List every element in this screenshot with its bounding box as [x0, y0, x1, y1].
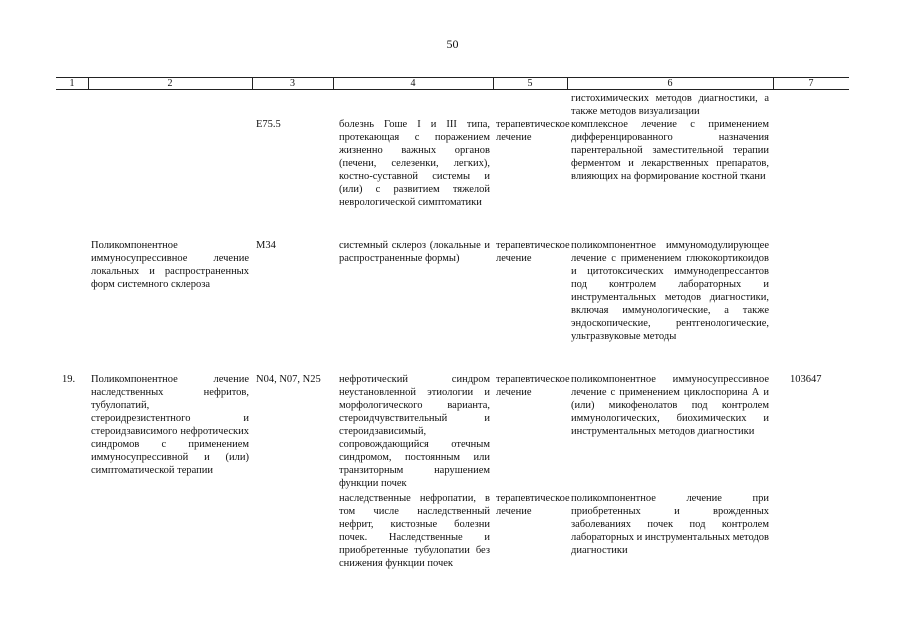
header-col-7: 7 — [808, 78, 814, 89]
row-1-code: E75.5 — [256, 119, 281, 130]
row-1-treatment-method: комплексное лечение с применением дифференцированного назначения парентеральной заместительной терапии ферментом и лекарственных препаратов, влияющих на формирование костной ткани — [571, 119, 769, 182]
header-col-6: 6 — [667, 78, 673, 89]
row-3-model-patient: нефротический синдром неустановленной этиологии и морфологического варианта, стероидчувствительный и стероидзависимый, сопровождающийся отечным синдромом, постоянным или транзиторным нарушением функции почек — [339, 374, 490, 489]
row-2-treatment-method: поликомпонентное иммуномодулирующее лечение с применением глюкокортикоидов и цитотоксических иммунодепрессантов под контролем лабораторных и инструментальных методов диагностики, включая иммунологические, а также эндоскопические, рентгенологические, ультразвуковые методы — [571, 240, 769, 342]
header-col-3: 3 — [290, 78, 295, 89]
row-4-treatment-method: поликомпонентное лечение при приобретенных и врожденных заболеваниях почек под контролем лабораторных и инструментальных методов диагностики — [571, 493, 769, 556]
row-4-treatment-type: терапевтическое лечение — [496, 493, 570, 517]
row-3-number: 19. — [62, 374, 76, 385]
row-1-model-patient: болезнь Гоше I и III типа, протекающая с поражением жизненно важных органов (печени, селезенки, легких), костно-суставной системы и (или) с развитием тяжелой неврологической симптоматики — [339, 119, 490, 208]
row-3-vmp-name: Поликомпонентное лечение наследственных нефритов, тубулопатий, стероидрезистентного и стероидзависимого нефротических синдромов с применением иммуносупрессивной и (или) симптоматической терапии — [91, 374, 249, 476]
header-col-1: 1 — [69, 78, 75, 89]
header-col-4: 4 — [410, 78, 416, 89]
row-3-cost: 103647 — [790, 374, 822, 385]
header-col-5: 5 — [527, 78, 533, 89]
header-col-2: 2 — [167, 78, 173, 89]
row-3-codes: N04, N07, N25 — [256, 374, 321, 385]
row-1-col-6-continued: гистохимических методов диагностики, а также методов визуализации — [571, 93, 769, 117]
row-2-model-patient: системный склероз (локальные и распространенные формы) — [339, 240, 490, 264]
row-2-vmp-name: Поликомпонентное иммуносупрессивное лечение локальных и распространенных форм системного склероза — [91, 240, 249, 290]
row-2-code: M34 — [256, 240, 276, 251]
row-3-treatment-method: поликомпонентное иммуносупрессивное лечение с применением циклоспорина А и (или) микофенолатов под контролем иммунологических, биохимических и инструментальных методов диагностики — [571, 374, 769, 437]
page-number: 50 — [446, 37, 459, 51]
row-4-model-patient: наследственные нефропатии, в том числе наследственный нефрит, кистозные болезни почек. Наследственные и приобретенные тубулопатии без снижения функции почек — [339, 493, 490, 569]
row-1-treatment-type: терапевтическое лечение — [496, 119, 570, 143]
table-header-bottom-border — [56, 89, 849, 90]
row-2-treatment-type: терапевтическое лечение — [496, 240, 570, 264]
row-3-treatment-type: терапевтическое лечение — [496, 374, 570, 398]
